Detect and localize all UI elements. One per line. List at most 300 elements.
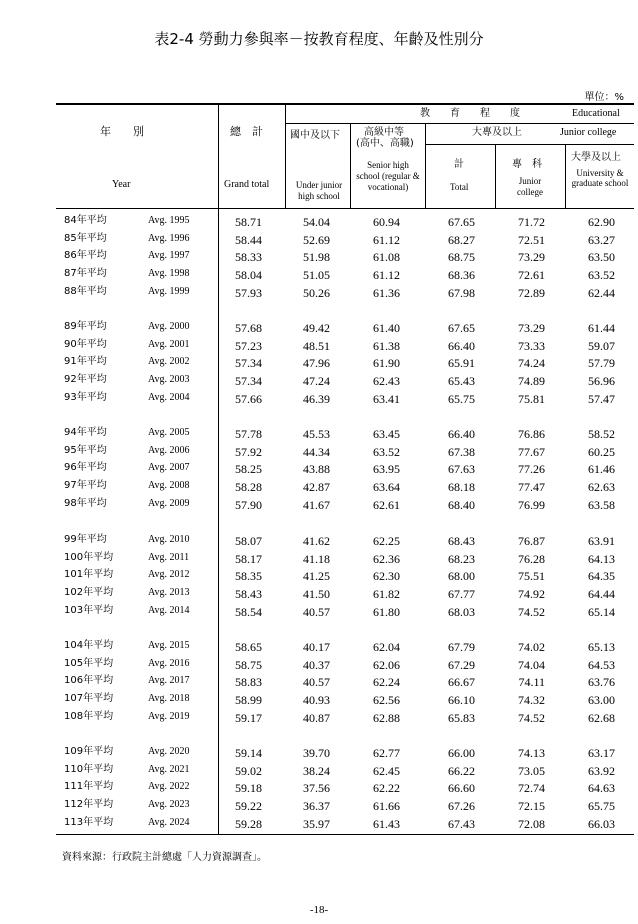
row-period-zh: 109年平均 [64, 746, 114, 757]
cell-junior-high: 47.24 [303, 374, 330, 389]
row-period-en: Avg. 2012 [148, 569, 190, 581]
row-period-en: Avg. 2023 [148, 799, 190, 811]
cell-university: 64.53 [588, 657, 615, 672]
cell-junior-college: 73.05 [518, 763, 545, 778]
cell-junior-high: 51.98 [303, 250, 330, 265]
table-row [56, 797, 634, 814]
row-period-zh: 90年平均 [64, 338, 107, 350]
table-row [56, 478, 634, 495]
row-period-zh: 95年平均 [64, 444, 107, 456]
cell-junior-high: 51.05 [303, 268, 330, 283]
table-row [56, 266, 634, 283]
row-period-zh: 105年平均 [64, 657, 114, 669]
cell-grand-total: 58.35 [235, 569, 262, 584]
row-period-zh: 88年平均 [64, 285, 107, 297]
table-row [56, 815, 634, 832]
table-row [56, 779, 634, 796]
cell-grand-total: 57.68 [235, 321, 262, 335]
cell-senior-high: 63.95 [373, 462, 400, 477]
top-rule [56, 103, 634, 105]
header-bottom-rule [56, 208, 634, 209]
cell-college-total: 66.10 [448, 693, 475, 708]
cell-grand-total: 59.28 [235, 816, 262, 831]
row-period-en: Avg. 2019 [148, 710, 190, 722]
cell-college-total: 68.36 [448, 268, 475, 283]
header-sh-zh: 高級中等 [364, 127, 404, 138]
row-period-en: Avg. 2011 [148, 551, 190, 563]
cell-grand-total: 57.93 [235, 285, 262, 300]
row-period-en: Avg. 1995 [148, 215, 190, 226]
cell-college-total: 66.00 [448, 746, 475, 760]
cell-senior-high: 61.90 [373, 356, 400, 371]
cell-grand-total: 58.54 [235, 604, 262, 619]
cell-university: 65.13 [588, 640, 615, 654]
header-total-zh: 總 計 [230, 125, 263, 138]
table-bottom-rule [56, 834, 634, 835]
cell-senior-high: 61.80 [373, 604, 400, 619]
cell-junior-high: 49.42 [303, 321, 330, 335]
cell-college-total: 65.43 [448, 374, 475, 389]
cell-grand-total: 58.83 [235, 675, 262, 690]
cell-senior-high: 62.61 [373, 497, 400, 512]
cell-grand-total: 58.17 [235, 551, 262, 566]
cell-senior-high: 62.45 [373, 763, 400, 778]
cell-college-total: 68.27 [448, 232, 475, 247]
cell-grand-total: 58.43 [235, 587, 262, 602]
cell-university: 62.63 [588, 480, 615, 495]
cell-university: 63.52 [588, 268, 615, 283]
cell-senior-high: 62.43 [373, 374, 400, 389]
cell-junior-high: 40.17 [303, 640, 330, 654]
cell-grand-total: 58.25 [235, 462, 262, 477]
cell-university: 61.46 [588, 462, 615, 477]
cell-junior-college: 72.08 [518, 816, 545, 831]
cell-junior-college: 72.89 [518, 285, 545, 300]
header-period-en: Year [112, 179, 131, 190]
header-college-en: Junior college [560, 127, 617, 138]
cell-college-total: 67.43 [448, 816, 475, 831]
header-edu-zh: 教 育 程 度 [420, 108, 520, 119]
table-title: 表2-4 勞動力參與率－按教育程度、年齡及性別分 [154, 30, 484, 48]
table-row [56, 656, 634, 673]
table-row [56, 460, 634, 477]
cell-junior-high: 39.70 [303, 746, 330, 760]
cell-grand-total: 58.07 [235, 534, 262, 548]
row-period-en: Avg. 2021 [148, 763, 190, 775]
header-total-en: Grand total [224, 179, 270, 190]
cell-university: 63.92 [588, 763, 615, 778]
row-period-zh: 101年平均 [64, 569, 114, 581]
cell-junior-college: 74.89 [518, 374, 545, 389]
row-period-zh: 87年平均 [64, 268, 107, 280]
header-jc-en: Junior college [517, 176, 543, 197]
cell-college-total: 68.03 [448, 604, 475, 619]
row-period-en: Avg. 1996 [148, 232, 190, 244]
cell-senior-high: 63.64 [373, 480, 400, 495]
cell-junior-high: 42.87 [303, 480, 330, 495]
row-period-en: Avg. 2009 [148, 497, 190, 509]
cell-college-total: 68.75 [448, 250, 475, 265]
cell-university: 66.03 [588, 816, 615, 831]
cell-junior-college: 76.86 [518, 427, 545, 441]
cell-college-total: 66.67 [448, 675, 475, 690]
row-period-zh: 92年平均 [64, 374, 107, 386]
row-period-en: Avg. 2003 [148, 374, 190, 386]
row-period-zh: 100年平均 [64, 551, 114, 563]
cell-junior-college: 76.28 [518, 551, 545, 566]
cell-junior-high: 41.67 [303, 497, 330, 512]
cell-junior-college: 73.29 [518, 321, 545, 335]
cell-senior-high: 62.25 [373, 534, 400, 548]
cell-junior-college: 73.29 [518, 250, 545, 265]
row-period-zh: 84年平均 [64, 215, 107, 226]
row-period-en: Avg. 1997 [148, 250, 190, 262]
header-jh-zh: 國中及以下 [290, 130, 340, 141]
row-period-zh: 99年平均 [64, 534, 107, 545]
col-divider-sh [425, 123, 426, 209]
table-row [56, 673, 634, 690]
header-edu-en: Educational [572, 108, 620, 119]
row-period-en: Avg. 2020 [148, 746, 190, 757]
row-period-en: Avg. 2022 [148, 781, 190, 793]
cell-junior-college: 74.92 [518, 587, 545, 602]
cell-college-total: 67.98 [448, 285, 475, 300]
row-period-en: Avg. 2000 [148, 321, 190, 332]
cell-college-total: 66.40 [448, 338, 475, 353]
cell-grand-total: 57.78 [235, 427, 262, 441]
cell-junior-high: 54.04 [303, 215, 330, 229]
cell-senior-high: 62.30 [373, 569, 400, 584]
cell-senior-high: 62.22 [373, 781, 400, 796]
header-jh-en: Under junior high school [295, 180, 343, 201]
cell-junior-high: 48.51 [303, 338, 330, 353]
cell-university: 57.47 [588, 391, 615, 406]
table-row [56, 762, 634, 779]
cell-college-total: 68.40 [448, 497, 475, 512]
cell-college-total: 65.91 [448, 356, 475, 371]
row-period-zh: 89年平均 [64, 321, 107, 332]
cell-senior-high: 61.12 [373, 232, 400, 247]
cell-grand-total: 58.04 [235, 268, 262, 283]
cell-senior-high: 62.77 [373, 746, 400, 760]
cell-college-total: 68.00 [448, 569, 475, 584]
cell-junior-college: 74.52 [518, 710, 545, 725]
row-period-en: Avg. 2015 [148, 640, 190, 651]
row-period-en: Avg. 2007 [148, 462, 190, 474]
cell-college-total: 68.43 [448, 534, 475, 548]
row-period-zh: 107年平均 [64, 693, 114, 705]
cell-senior-high: 61.43 [373, 816, 400, 831]
cell-junior-college: 72.15 [518, 799, 545, 814]
cell-junior-college: 76.87 [518, 534, 545, 548]
row-period-en: Avg. 2024 [148, 816, 190, 828]
cell-university: 63.00 [588, 693, 615, 708]
cell-university: 63.58 [588, 497, 615, 512]
cell-junior-high: 52.69 [303, 232, 330, 247]
table-row [56, 496, 634, 513]
table-row [56, 709, 634, 726]
cell-junior-college: 74.11 [518, 675, 545, 690]
table-row [56, 425, 634, 442]
row-period-en: Avg. 2005 [148, 427, 190, 438]
cell-senior-high: 62.04 [373, 640, 400, 654]
header-jc-zh: 專 科 [512, 159, 542, 170]
cell-grand-total: 59.17 [235, 710, 262, 725]
cell-college-total: 66.60 [448, 781, 475, 796]
cell-university: 62.68 [588, 710, 615, 725]
row-period-en: Avg. 2016 [148, 657, 190, 669]
row-period-en: Avg. 2008 [148, 480, 190, 492]
row-period-zh: 94年平均 [64, 427, 107, 438]
cell-grand-total: 58.99 [235, 693, 262, 708]
cell-university: 63.76 [588, 675, 615, 690]
cell-college-total: 67.79 [448, 640, 475, 654]
cell-senior-high: 61.36 [373, 285, 400, 300]
header-col-total-zh: 計 [454, 159, 464, 170]
cell-college-total: 67.65 [448, 321, 475, 335]
row-period-en: Avg. 1999 [148, 285, 190, 297]
cell-university: 58.52 [588, 427, 615, 441]
cell-senior-high: 62.36 [373, 551, 400, 566]
cell-junior-college: 74.52 [518, 604, 545, 619]
cell-junior-college: 76.99 [518, 497, 545, 512]
cell-grand-total: 59.18 [235, 781, 262, 796]
cell-junior-college: 75.81 [518, 391, 545, 406]
cell-university: 56.96 [588, 374, 615, 389]
cell-grand-total: 57.90 [235, 497, 262, 512]
cell-university: 57.79 [588, 356, 615, 371]
row-period-zh: 113年平均 [64, 816, 114, 828]
table-row [56, 550, 634, 567]
cell-junior-high: 40.57 [303, 604, 330, 619]
cell-senior-high: 61.12 [373, 268, 400, 283]
table-row [56, 213, 634, 230]
cell-junior-high: 43.88 [303, 462, 330, 477]
cell-grand-total: 58.33 [235, 250, 262, 265]
cell-grand-total: 59.02 [235, 763, 262, 778]
row-period-zh: 93年平均 [64, 391, 107, 403]
header-sh-en: Senior high school (regular & vocational) [356, 160, 420, 192]
cell-junior-high: 36.37 [303, 799, 330, 814]
row-period-zh: 86年平均 [64, 250, 107, 262]
cell-junior-college: 74.13 [518, 746, 545, 760]
cell-senior-high: 61.08 [373, 250, 400, 265]
row-period-zh: 104年平均 [64, 640, 114, 651]
row-period-en: Avg. 2001 [148, 338, 190, 350]
cell-junior-high: 40.37 [303, 657, 330, 672]
cell-grand-total: 57.34 [235, 374, 262, 389]
cell-college-total: 67.29 [448, 657, 475, 672]
cell-senior-high: 61.82 [373, 587, 400, 602]
table-row [56, 532, 634, 549]
cell-grand-total: 59.14 [235, 746, 262, 760]
cell-college-total: 66.22 [448, 763, 475, 778]
cell-junior-high: 37.56 [303, 781, 330, 796]
cell-grand-total: 58.75 [235, 657, 262, 672]
cell-senior-high: 63.41 [373, 391, 400, 406]
cell-junior-college: 73.33 [518, 338, 545, 353]
table-row [56, 744, 634, 761]
table-row [56, 585, 634, 602]
cell-junior-high: 45.53 [303, 427, 330, 441]
page-number: -18- [309, 904, 329, 916]
cell-junior-high: 41.25 [303, 569, 330, 584]
cell-senior-high: 61.40 [373, 321, 400, 335]
cell-junior-college: 77.67 [518, 444, 545, 459]
table-row [56, 691, 634, 708]
table-row [56, 337, 634, 354]
cell-grand-total: 58.28 [235, 480, 262, 495]
cell-junior-high: 46.39 [303, 391, 330, 406]
cell-senior-high: 62.06 [373, 657, 400, 672]
row-period-en: Avg. 2004 [148, 391, 190, 403]
cell-junior-high: 40.93 [303, 693, 330, 708]
row-period-en: Avg. 2017 [148, 675, 190, 687]
cell-college-total: 65.83 [448, 710, 475, 725]
cell-junior-college: 75.51 [518, 569, 545, 584]
cell-senior-high: 62.88 [373, 710, 400, 725]
col-divider-jh [350, 123, 351, 209]
header-univ-en: University & graduate school [571, 168, 629, 188]
cell-grand-total: 59.22 [235, 799, 262, 814]
cell-university: 62.90 [588, 215, 615, 229]
cell-senior-high: 63.45 [373, 427, 400, 441]
cell-university: 64.13 [588, 551, 615, 566]
cell-junior-college: 71.72 [518, 215, 545, 229]
header-sh-zh2: (高中、高職) [356, 138, 414, 149]
row-period-en: Avg. 2014 [148, 604, 190, 616]
cell-senior-high: 60.94 [373, 215, 400, 229]
cell-junior-college: 77.47 [518, 480, 545, 495]
cell-junior-high: 38.24 [303, 763, 330, 778]
cell-college-total: 67.65 [448, 215, 475, 229]
cell-grand-total: 57.23 [235, 338, 262, 353]
row-period-zh: 106年平均 [64, 675, 114, 687]
cell-grand-total: 57.92 [235, 444, 262, 459]
cell-grand-total: 57.66 [235, 391, 262, 406]
cell-junior-high: 41.18 [303, 551, 330, 566]
cell-university: 63.91 [588, 534, 615, 548]
cell-college-total: 67.26 [448, 799, 475, 814]
row-period-en: Avg. 1998 [148, 268, 190, 280]
cell-college-total: 67.77 [448, 587, 475, 602]
cell-university: 60.25 [588, 444, 615, 459]
row-period-zh: 111年平均 [64, 781, 114, 793]
table-row [56, 603, 634, 620]
row-period-en: Avg. 2013 [148, 587, 190, 599]
cell-university: 64.44 [588, 587, 615, 602]
row-period-zh: 98年平均 [64, 497, 107, 509]
table-row [56, 443, 634, 460]
row-period-zh: 108年平均 [64, 710, 114, 722]
college-header-rule [425, 144, 634, 145]
cell-junior-college: 74.24 [518, 356, 545, 371]
edu-header-rule [285, 123, 634, 124]
cell-junior-college: 77.26 [518, 462, 545, 477]
cell-university: 63.27 [588, 232, 615, 247]
cell-college-total: 66.40 [448, 427, 475, 441]
row-period-en: Avg. 2010 [148, 534, 190, 545]
table-row [56, 638, 634, 655]
table-row [56, 319, 634, 336]
cell-university: 65.75 [588, 799, 615, 814]
table-row [56, 248, 634, 265]
cell-junior-college: 72.51 [518, 232, 545, 247]
cell-junior-high: 44.34 [303, 444, 330, 459]
cell-junior-high: 50.26 [303, 285, 330, 300]
cell-university: 62.44 [588, 285, 615, 300]
cell-junior-college: 72.74 [518, 781, 545, 796]
cell-grand-total: 58.65 [235, 640, 262, 654]
col-divider-univ [565, 144, 566, 209]
cell-grand-total: 57.34 [235, 356, 262, 371]
cell-senior-high: 62.24 [373, 675, 400, 690]
unit-label: 單位：% [584, 92, 624, 103]
cell-university: 65.14 [588, 604, 615, 619]
row-period-zh: 110年平均 [64, 763, 114, 775]
cell-junior-high: 41.50 [303, 587, 330, 602]
cell-university: 59.07 [588, 338, 615, 353]
header-college-zh: 大專及以上 [472, 127, 522, 138]
cell-junior-college: 74.04 [518, 657, 545, 672]
table-row [56, 372, 634, 389]
row-period-zh: 112年平均 [64, 799, 114, 811]
cell-college-total: 67.38 [448, 444, 475, 459]
table-row [56, 284, 634, 301]
cell-college-total: 67.63 [448, 462, 475, 477]
cell-senior-high: 63.52 [373, 444, 400, 459]
header-period-zh: 年 別 [100, 125, 144, 138]
row-period-zh: 103年平均 [64, 604, 114, 616]
table-row [56, 354, 634, 371]
cell-junior-high: 40.87 [303, 710, 330, 725]
cell-senior-high: 61.66 [373, 799, 400, 814]
cell-university: 61.44 [588, 321, 615, 335]
row-period-en: Avg. 2002 [148, 356, 190, 368]
table-row [56, 231, 634, 248]
cell-college-total: 68.23 [448, 551, 475, 566]
cell-university: 63.17 [588, 746, 615, 760]
row-period-zh: 96年平均 [64, 462, 107, 474]
cell-senior-high: 62.56 [373, 693, 400, 708]
cell-grand-total: 58.44 [235, 232, 262, 247]
row-period-zh: 102年平均 [64, 587, 114, 599]
cell-university: 63.50 [588, 250, 615, 265]
row-period-zh: 91年平均 [64, 356, 107, 368]
header-col-total-en: Total [450, 182, 469, 192]
cell-junior-college: 74.02 [518, 640, 545, 654]
cell-college-total: 68.18 [448, 480, 475, 495]
col-divider-edu [285, 104, 286, 209]
cell-senior-high: 61.38 [373, 338, 400, 353]
cell-junior-high: 47.96 [303, 356, 330, 371]
cell-junior-college: 74.32 [518, 693, 545, 708]
header-univ-zh: 大學及以上 [571, 152, 621, 163]
col-divider-jc [495, 144, 496, 209]
cell-university: 64.63 [588, 781, 615, 796]
row-period-zh: 97年平均 [64, 480, 107, 492]
cell-junior-college: 72.61 [518, 268, 545, 283]
cell-university: 64.35 [588, 569, 615, 584]
table-row [56, 390, 634, 407]
table-row [56, 567, 634, 584]
cell-grand-total: 58.71 [235, 215, 262, 229]
cell-junior-high: 40.57 [303, 675, 330, 690]
source-note: 資料來源：行政院主計總處「人力資源調查」。 [62, 852, 267, 863]
cell-junior-high: 35.97 [303, 816, 330, 831]
row-period-en: Avg. 2018 [148, 693, 190, 705]
row-period-zh: 85年平均 [64, 232, 107, 244]
